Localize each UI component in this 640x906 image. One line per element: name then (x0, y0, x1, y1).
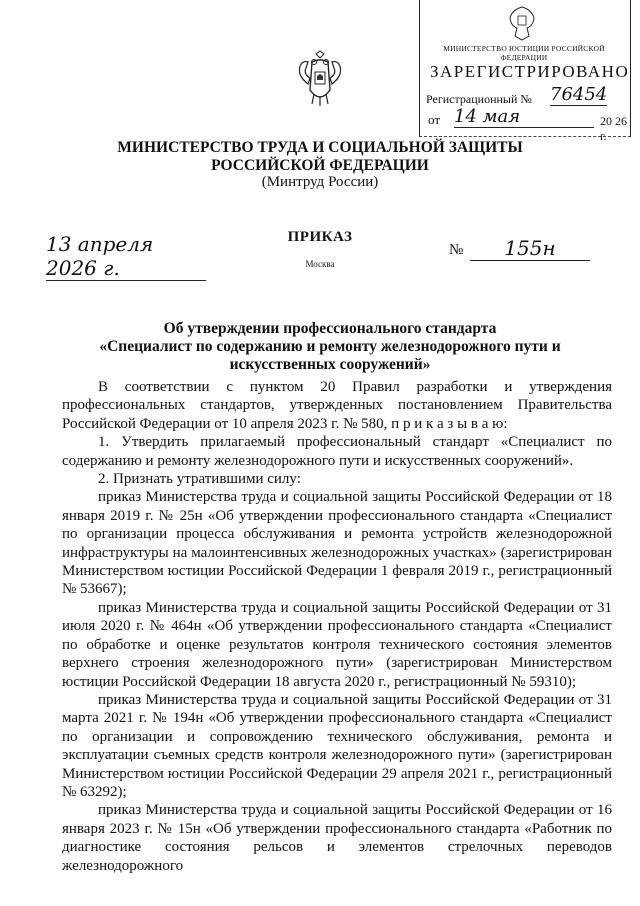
stamp-registered-label: ЗАРЕГИСТРИРОВАНО (430, 62, 630, 81)
stamp-year: 20 26 г. (600, 114, 627, 143)
paragraph-preamble: В соответствии с пунктом 20 Правил разработки и утверждения профессиональных стандартов, утвержденных постановлением Правительства Российской Федерации от 10 апреля 2023 г. № 580, п р и к а з ы в а ю: (62, 379, 612, 432)
paragraph-repealed-order: приказ Министерства труда и социальной защиты Российской Федерации от 31 марта 2021 г. № 194н «Об утверждении профессионального стандарта «Специалист по организации и сопровождению технического обслуживания, ремонта и эксплуатации съемных средств контроля железнодорожного пути» (зарегистрирован Министерством юстиции Российской Федерации 29 апреля 2021 г., регистрационный № 63292); (62, 691, 612, 800)
stamp-date-value: 14 мая (454, 106, 594, 128)
order-number-handwritten: 155н (470, 236, 590, 261)
order-date-handwritten: 13 апреля 2026 г. (46, 232, 206, 281)
doc-title-line2: «Специалист по содержанию и ремонту железнодорожного пути и (99, 338, 561, 355)
paragraph-repealed-order: приказ Министерства труда и социальной защиты Российской Федерации от 31 июля 2020 г. № 464н «Об утверждении профессионального стандарта «Специалист по обработке и оценке результатов контроля технического состояния элементов верхнего строения железнодорожного пути» (зарегистрирован Министерством юстиции Российской Федерации 18 августа 2020 г., регистрационный № 59310); (62, 599, 612, 690)
paragraph-repealed-order: приказ Министерства труда и социальной защиты Российской Федерации от 16 января 2023 г. № 15н «Об утверждении профессионального стандарта «Работник по диагностике состояния рельсов и элементов стрелочных переводов железнодорожного (62, 802, 612, 874)
stamp-regno-label: Регистрационный № (426, 92, 532, 106)
stamp-ministry: МИНИСТЕРСТВО ЮСТИЦИИ РОССИЙСКОЙ ФЕДЕРАЦИИ (443, 44, 605, 62)
order-doc-type: ПРИКАЗ (287, 229, 353, 245)
paragraph-repealed-order: приказ Министерства труда и социальной защиты Российской Федерации от 18 января 2019 г. № 25н «Об утверждении профессионального стандарта «Специалист по организации процесса обслуживания и ремонта устройств железнодорожной инфраструктуры на малоинтенсивных железнодорожных участках» (зарегистрирован Министерством юстиции Российской Федерации 1 февраля 2019 г., регистрационный № 53667); (62, 489, 612, 598)
stamp-emblem (505, 4, 539, 42)
paragraph-item-1: 1. Утвердить прилагаемый профессиональный стандарт «Специалист по содержанию и ремонту железнодорожного пути и искусственных сооружений». (62, 434, 612, 469)
ministry-short-name: (Минтруд России) (261, 174, 379, 190)
ministry-name-line2: РОССИЙСКОЙ ФЕДЕРАЦИИ (211, 157, 429, 174)
paragraph-item-2: 2. Признать утратившими силу: (98, 471, 301, 488)
order-city: Москва (305, 259, 335, 269)
doc-title-line1: Об утверждении профессионального стандарта (163, 320, 497, 337)
document-body (62, 378, 612, 875)
ministry-name-line1: МИНИСТЕРСТВО ТРУДА И СОЦИАЛЬНОЙ ЗАЩИТЫ (117, 139, 523, 156)
registration-stamp (419, 0, 631, 143)
coat-of-arms-emblem (296, 50, 344, 110)
stamp-regno-value: 76454 (550, 84, 608, 105)
doc-title-line3: искусственных сооружений» (229, 356, 431, 373)
order-number-label: № (449, 242, 464, 258)
stamp-date-prefix: от (428, 112, 441, 127)
